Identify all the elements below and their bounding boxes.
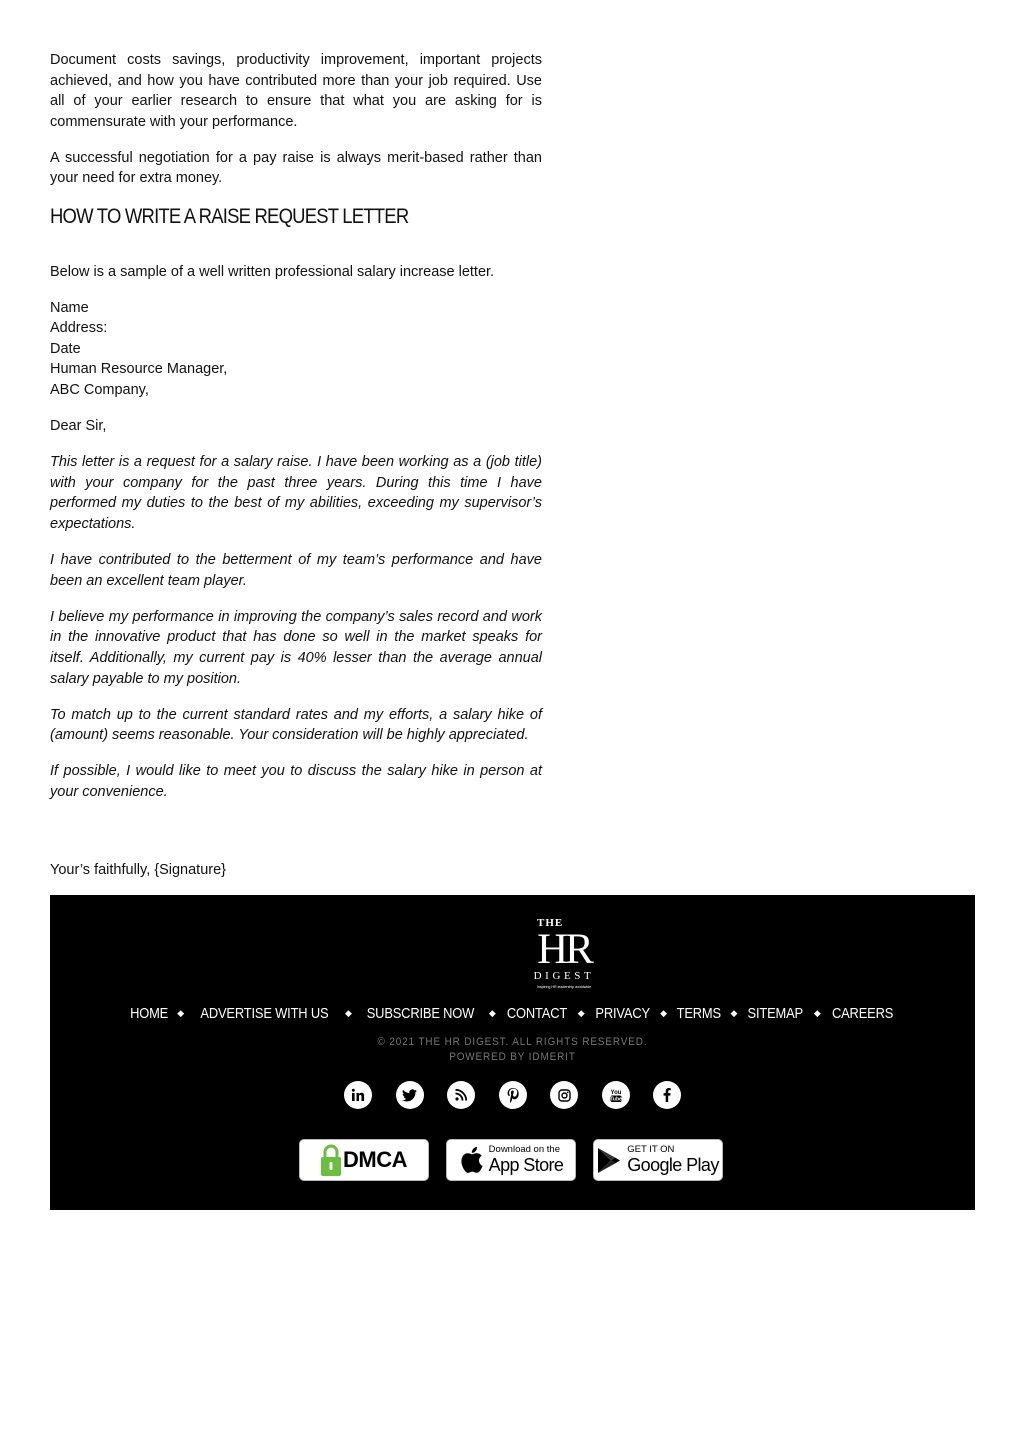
rss-icon[interactable]	[447, 1081, 475, 1109]
site-footer	[50, 895, 975, 1210]
nav-separator: ◆	[660, 1008, 667, 1018]
letter-salutation: Dear Sir,	[50, 418, 107, 435]
google-play-icon	[597, 1147, 621, 1174]
nav-separator: ◆	[177, 1008, 185, 1018]
letter-closing: Your’s faithfully, {Signature}	[50, 862, 227, 878]
nav-separator: ◆	[488, 1008, 496, 1018]
app-store-caption: Download on the	[488, 1144, 560, 1155]
address-line: Date	[50, 340, 81, 357]
instagram-icon[interactable]	[550, 1081, 578, 1109]
nav-careers[interactable]: CAREERS	[831, 1005, 893, 1022]
nav-terms[interactable]: TERMS	[676, 1005, 721, 1022]
dmca-badge[interactable]	[299, 1139, 429, 1181]
nav-separator: ◆	[577, 1008, 585, 1018]
linkedin-icon[interactable]	[344, 1081, 372, 1109]
intro-paragraph: Below is a sample of a well written professional salary increase letter.	[50, 263, 495, 280]
nav-privacy[interactable]: PRIVACY	[595, 1005, 650, 1022]
hr-digest-logo[interactable]	[522, 915, 606, 993]
footer-nav	[50, 1005, 975, 1022]
youtube-icon[interactable]	[602, 1081, 630, 1109]
nav-contact[interactable]: CONTACT	[506, 1005, 567, 1022]
app-store-badge[interactable]	[446, 1139, 576, 1181]
pinterest-icon[interactable]	[499, 1081, 527, 1109]
letter-address-block	[50, 298, 542, 401]
logo-tagline: Inspiring HR leadership worldwide	[536, 985, 592, 989]
body-paragraph: Document costs savings, productivity improvement, important projects achieved, and how you have contributed more than your job required. Use all of your earlier research to ensure that what you are asking for is commensurate with your performance.	[50, 52, 542, 130]
google-play-caption: GET IT ON	[627, 1144, 675, 1155]
letter-paragraph: This letter is a request for a salary raise. I have been working as a (job title) with your company for the past three years. During this time I have performed my duties to the best of my abilities, exceeding my supervisor’s expectations.	[50, 454, 542, 532]
logo-hr: HR	[537, 926, 591, 973]
letter-paragraph: To match up to the current standard rates and my efforts, a salary hike of (amount) seems reasonable. Your consideration will be highly appreciated.	[50, 706, 542, 744]
nav-subscribe[interactable]: SUBSCRIBE NOW	[366, 1005, 475, 1022]
nav-home[interactable]: HOME	[130, 1005, 169, 1022]
padlock-icon	[321, 1144, 341, 1176]
badge-row	[299, 1139, 723, 1181]
facebook-icon[interactable]	[653, 1081, 681, 1109]
address-line: ABC Company,	[50, 382, 149, 399]
letter-paragraph: I believe my performance in improving the company’s sales record and work in the innovative product that has done so well in the market speaks for itself. Additionally, my current pay is 40% lesser than the average annual salary payable to my position.	[50, 608, 542, 687]
address-line: Address:	[50, 320, 108, 337]
letter-paragraph: If possible, I would like to meet you to discuss the salary hike in person at your convenience.	[50, 763, 542, 800]
copyright-text: © 2021 THE HR DIGEST. ALL RIGHTS RESERVED.	[377, 1036, 648, 1048]
address-line: Human Resource Manager,	[50, 361, 228, 378]
nav-separator: ◆	[730, 1008, 738, 1018]
letter-paragraph: I have contributed to the betterment of my team’s performance and have been an excellent team player.	[50, 552, 542, 589]
nav-advertise[interactable]: ADVERTISE WITH US	[200, 1005, 329, 1022]
nav-separator: ◆	[345, 1008, 352, 1018]
body-paragraph: A successful negotiation for a pay raise is always merit-based rather than your need for extra money.	[50, 149, 542, 187]
nav-sitemap[interactable]: SITEMAP	[747, 1005, 804, 1022]
copyright-block	[50, 1035, 975, 1065]
address-line: Name	[50, 299, 89, 316]
svg-text:You: You	[610, 1089, 621, 1096]
logo-digest: DIGEST	[533, 970, 595, 982]
powered-by-link[interactable]: POWERED BY IDMERIT	[449, 1051, 576, 1063]
google-play-badge[interactable]	[593, 1139, 723, 1181]
apple-icon	[459, 1146, 483, 1174]
svg-text:Tube: Tube	[609, 1096, 622, 1103]
nav-separator: ◆	[813, 1008, 821, 1018]
twitter-icon[interactable]	[396, 1081, 424, 1109]
article-body	[50, 50, 542, 818]
social-links	[50, 1081, 975, 1109]
section-heading: HOW TO WRITE A RAISE REQUEST LETTER	[50, 204, 409, 228]
dmca-label: DMCA	[343, 1147, 407, 1172]
google-play-title: Google Play	[627, 1155, 719, 1175]
logo-the: THE	[537, 917, 564, 929]
app-store-title: App Store	[488, 1155, 564, 1175]
